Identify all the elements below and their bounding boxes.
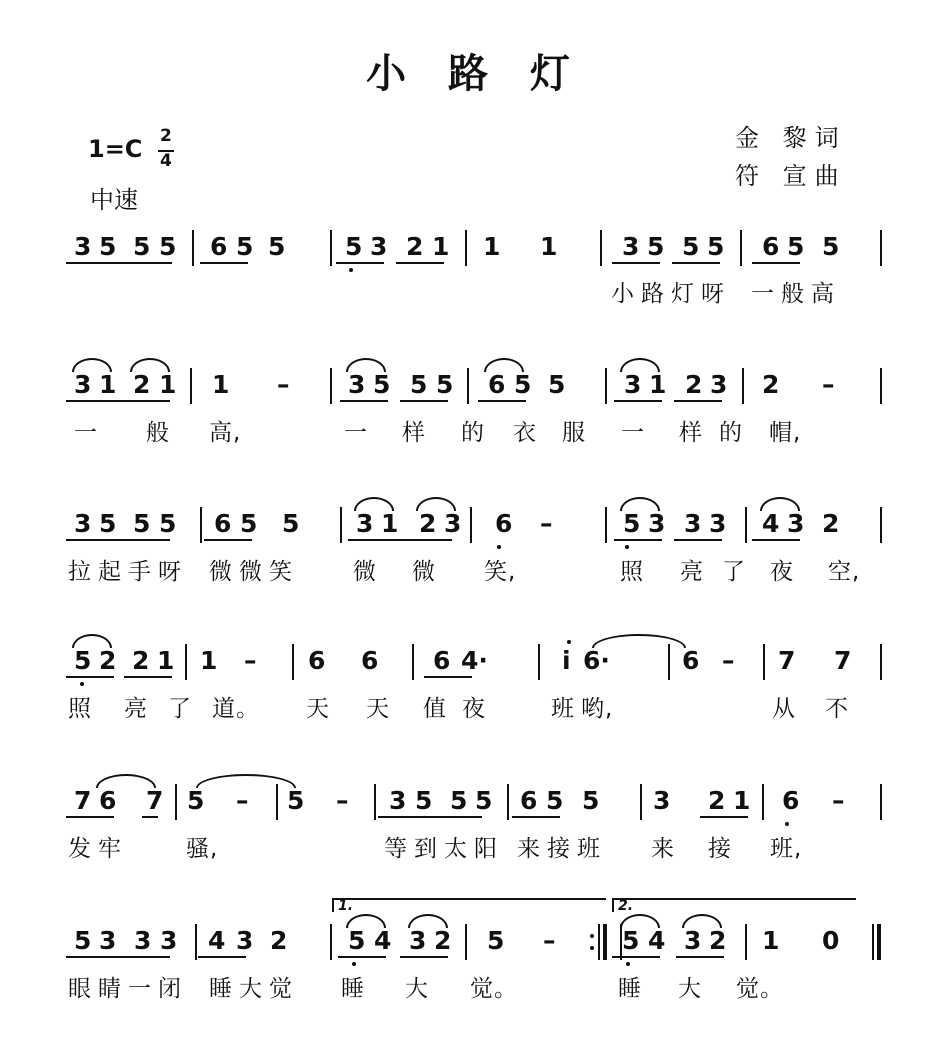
lyric-syllable: 闭 [158,976,182,1002]
note: 3 [648,509,666,538]
slur-arc [416,497,456,511]
note: 3 [787,509,805,538]
slur-arc [592,634,686,648]
note: 5 [622,926,640,955]
beam-underline [512,816,560,818]
note: 2 [762,370,780,399]
note: 0 [822,926,840,955]
note: 2 [132,646,150,675]
lyric-syllable: 班 [577,836,601,862]
barline [190,368,192,404]
note: 5 [348,926,366,955]
lyric-syllable: 班 [551,696,575,722]
note: 3 [74,370,92,399]
volta-bracket-2 [612,898,856,912]
lyric-syllable: 值 [423,696,447,722]
beam-underline [614,400,662,402]
beam-underline [338,956,386,958]
note: 5 [548,370,566,399]
lyric-syllable: 睛 [98,976,122,1002]
beam-underline [478,400,526,402]
lyric-syllable: 照 [68,696,92,722]
slur-arc [484,358,524,372]
note: 4 [648,926,666,955]
note: 5 [546,786,564,815]
note: – [822,370,835,399]
lyric-syllable: 觉 [269,976,293,1002]
note: 5 [345,232,363,261]
barline [185,644,187,680]
beam-underline [66,676,114,678]
note: 2 [709,926,727,955]
note: 1 [762,926,780,955]
note: 5 [475,786,493,815]
octave-dot [497,545,501,549]
note: 5 [787,232,805,261]
lyric-syllable: 来 [651,836,675,862]
slur-arc [96,774,156,788]
lyric-syllable: 不 [825,696,849,722]
lyric-syllable: 牢 [98,836,122,862]
note: 2 [99,646,117,675]
note: 5 [514,370,532,399]
lyric-syllable: 班, [770,836,803,862]
lyric-syllable: 一 [344,420,368,446]
slur-arc [72,358,112,372]
note: 1 [212,370,230,399]
note: 3 [356,509,374,538]
note: 3 [684,926,702,955]
note: 5 [74,646,92,675]
note: 1 [99,370,117,399]
beam-underline [336,262,384,264]
lyric-syllable: 一 [74,420,98,446]
beam-underline [396,262,444,264]
lyric-syllable: 睡 [618,976,642,1002]
note: 5 [436,370,454,399]
lyric-syllable: 道。 [212,696,260,722]
note: 1 [381,509,399,538]
repeat-barline [598,924,600,960]
note: 5 [240,509,258,538]
beam-underline [124,676,172,678]
note: 1 [432,232,450,261]
note: 3 [74,509,92,538]
octave-dot [785,822,789,826]
beam-underline [340,400,388,402]
beam-underline [378,816,482,818]
barline [880,368,882,404]
note: 5 [99,232,117,261]
lyric-syllable: 手 [128,559,152,585]
slur-arc [346,358,386,372]
note: – [722,646,735,675]
lyric-syllable: 夜 [462,696,486,722]
lyric-syllable: 觉。 [736,976,784,1002]
barline [538,644,540,680]
key-signature: 1=C [88,135,143,163]
lyric-syllable: 样 [679,420,703,446]
lyric-syllable: 大 [239,976,263,1002]
note: 2 [822,509,840,538]
lyric-syllable: 高, [209,420,242,446]
barline [412,644,414,680]
beam-underline [612,956,660,958]
octave-dot [352,962,356,966]
barline [340,507,342,543]
lyric-syllable: 呀 [158,559,182,585]
note: 1 [733,786,751,815]
lyric-syllable: 高 [811,281,835,307]
note: 3 [99,926,117,955]
barline [195,924,197,960]
barline [880,644,882,680]
lyric-syllable: 的 [461,420,485,446]
lyric-syllable: 接 [547,836,571,862]
note: 3 [134,926,152,955]
lyric-syllable: 觉。 [470,976,518,1002]
slur-arc [408,914,448,928]
lyric-syllable: 骚, [186,836,219,862]
note: 5 [623,509,641,538]
note: 3 [624,370,642,399]
lyric-syllable: 大 [678,976,702,1002]
lyric-syllable: 照 [620,559,644,585]
note: 6 [782,786,800,815]
barline [330,924,332,960]
note: 1 [157,646,175,675]
barline [192,230,194,266]
repeat-dot [590,934,594,938]
note: 5 [99,509,117,538]
beam-underline [66,956,170,958]
octave-dot [80,682,84,686]
tempo-marking: 中速 [90,186,138,214]
final-barline-thick [877,924,881,960]
lyric-syllable: 到 [414,836,438,862]
octave-dot [349,268,353,272]
slur-arc [354,497,394,511]
lyric-syllable: 一 [751,281,775,307]
lyric-syllable: 了 [168,696,192,722]
beam-underline [200,262,248,264]
note: 7 [74,786,92,815]
note: 5 [159,232,177,261]
lyric-syllable: 的 [719,420,743,446]
octave-dot [626,962,630,966]
beam-underline [348,539,452,541]
lyric-syllable: 睡 [209,976,233,1002]
lyric-syllable: 来 [517,836,541,862]
final-barline [872,924,874,960]
barline [600,230,602,266]
slur-arc [196,774,296,788]
note: 3 [653,786,671,815]
note: 5 [133,232,151,261]
note: 7 [778,646,796,675]
barline [292,644,294,680]
note: 3 [348,370,366,399]
note: 3 [389,786,407,815]
note: 5 [415,786,433,815]
note: 2 [685,370,703,399]
lyric-syllable: 呀 [701,281,725,307]
lyric-syllable: 衣 [513,420,537,446]
barline [880,784,882,820]
note: 7 [146,786,164,815]
beam-underline [204,539,252,541]
note: 3 [74,232,92,261]
lyric-syllable: 微 [412,559,436,585]
lyric-syllable: 天 [306,696,330,722]
lyric-syllable: 亮 [124,696,148,722]
octave-dot [625,545,629,549]
lyric-syllable: 接 [708,836,732,862]
barline [276,784,278,820]
lyric-syllable: 夜 [770,559,794,585]
lyric-syllable: 服 [562,420,586,446]
slur-arc [620,358,660,372]
beam-underline [400,400,448,402]
note: i [562,646,571,675]
note: 6 [488,370,506,399]
barline [745,507,747,543]
barline [605,507,607,543]
note: 4 [762,509,780,538]
barline [640,784,642,820]
composer-credit: 符 宣曲 [735,162,847,190]
note: 1 [200,646,218,675]
lyric-syllable: 大 [405,976,429,1002]
note: 2 [419,509,437,538]
barline [605,368,607,404]
lyric-syllable: 从 [772,696,796,722]
barline [465,924,467,960]
lyric-syllable: 睡 [341,976,365,1002]
beam-underline [66,400,170,402]
note: 5 [682,232,700,261]
note: 6 [99,786,117,815]
beam-underline [676,956,724,958]
note: 5 [373,370,391,399]
note: 1 [649,370,667,399]
lyric-syllable: 眼 [68,976,92,1002]
slur-arc [760,497,800,511]
slur-arc [130,358,170,372]
note: 5 [647,232,665,261]
note: 2 [270,926,288,955]
note: 5 [582,786,600,815]
lyricist-credit: 金 黎词 [735,124,847,152]
barline [465,230,467,266]
lyric-syllable: 笑, [484,559,517,585]
note: 1 [159,370,177,399]
lyric-syllable: 亮 [680,559,704,585]
note: 5 [268,232,286,261]
barline [620,924,622,960]
barline [740,230,742,266]
note: – [244,646,257,675]
note: 5 [187,786,205,815]
volta-bracket-1 [332,898,606,912]
note: 2 [406,232,424,261]
volta-number-2: 2. [618,898,634,914]
beam-underline [672,262,720,264]
lyric-syllable: 灯 [671,281,695,307]
barline [745,924,747,960]
time-signature-bottom: 4 [160,151,172,171]
note: 3 [710,370,728,399]
lyric-syllable: 哟, [581,696,614,722]
note: 3 [236,926,254,955]
note: – [832,786,845,815]
slur-arc [620,914,660,928]
note: 6 [361,646,379,675]
beam-underline [752,539,800,541]
lyric-syllable: 一 [621,420,645,446]
note: 5 [282,509,300,538]
beam-underline [400,956,448,958]
beam-underline [752,262,800,264]
note: 3 [160,926,178,955]
note: – [540,509,553,538]
note: 5 [410,370,428,399]
note: 4 [374,926,392,955]
note: 3 [370,232,388,261]
note: 6· [583,646,610,675]
barline [762,784,764,820]
barline [374,784,376,820]
note: 4· [461,646,488,675]
note: 2 [708,786,726,815]
lyric-syllable: 微 [239,559,263,585]
note: 5 [707,232,725,261]
note: – [336,786,349,815]
note: 5 [133,509,151,538]
beam-underline [700,816,748,818]
beam-underline [424,676,472,678]
barline [467,368,469,404]
barline [880,230,882,266]
slur-arc [72,634,112,648]
note: 4 [208,926,226,955]
lyric-syllable: 阳 [474,836,498,862]
slur-arc [682,914,722,928]
beam-underline [66,816,114,818]
note: 6 [214,509,232,538]
barline [175,784,177,820]
repeat-dot [590,946,594,950]
barline [763,644,765,680]
note: 7 [834,646,852,675]
beam-underline [142,816,158,818]
lyric-syllable: 般 [781,281,805,307]
note: 1 [483,232,501,261]
beam-underline [66,539,170,541]
note: 3 [684,509,702,538]
slur-arc [620,497,660,511]
lyric-syllable: 空, [828,559,861,585]
note: – [277,370,290,399]
time-signature-top: 2 [160,126,172,146]
song-title: 小 路 灯 [366,51,584,97]
lyric-syllable: 等 [384,836,408,862]
lyric-syllable: 天 [366,696,390,722]
note: 5 [287,786,305,815]
barline [200,507,202,543]
lyric-syllable: 发 [68,836,92,862]
lyric-syllable: 了 [722,559,746,585]
lyric-syllable: 样 [402,420,426,446]
beam-underline [674,400,722,402]
note: 6 [762,232,780,261]
volta-number-1: 1. [338,898,354,914]
note: 6 [210,232,228,261]
note: 6 [520,786,538,815]
barline [880,507,882,543]
lyric-syllable: 微 [209,559,233,585]
note: 6 [682,646,700,675]
note: 5 [159,509,177,538]
octave-dot [567,640,571,644]
note: 5 [236,232,254,261]
lyric-syllable: 起 [98,559,122,585]
lyric-syllable: 般 [146,420,170,446]
barline [330,368,332,404]
beam-underline [614,539,662,541]
lyric-syllable: 微 [353,559,377,585]
note: 3 [709,509,727,538]
note: 3 [622,232,640,261]
lyric-syllable: 笑 [269,559,293,585]
lyric-syllable: 太 [444,836,468,862]
barline [330,230,332,266]
lyric-syllable: 拉 [68,559,92,585]
note: – [543,926,556,955]
repeat-barline-thick [603,924,607,960]
note: 2 [133,370,151,399]
beam-underline [612,262,660,264]
note: 5 [450,786,468,815]
slur-arc [346,914,386,928]
beam-underline [198,956,246,958]
barline [507,784,509,820]
beam-underline [124,262,172,264]
lyric-syllable: 路 [641,281,665,307]
note: 6 [433,646,451,675]
barline [470,507,472,543]
barline [668,644,670,680]
lyric-syllable: 一 [128,976,152,1002]
barline [742,368,744,404]
note: 5 [487,926,505,955]
note: 6 [495,509,513,538]
beam-underline [674,539,722,541]
note: 1 [540,232,558,261]
lyric-syllable: 帽, [769,420,802,446]
note: 2 [434,926,452,955]
note: 5 [822,232,840,261]
note: 3 [409,926,427,955]
note: 6 [308,646,326,675]
note: 3 [444,509,462,538]
note: – [236,786,249,815]
note: 5 [74,926,92,955]
lyric-syllable: 小 [611,281,635,307]
